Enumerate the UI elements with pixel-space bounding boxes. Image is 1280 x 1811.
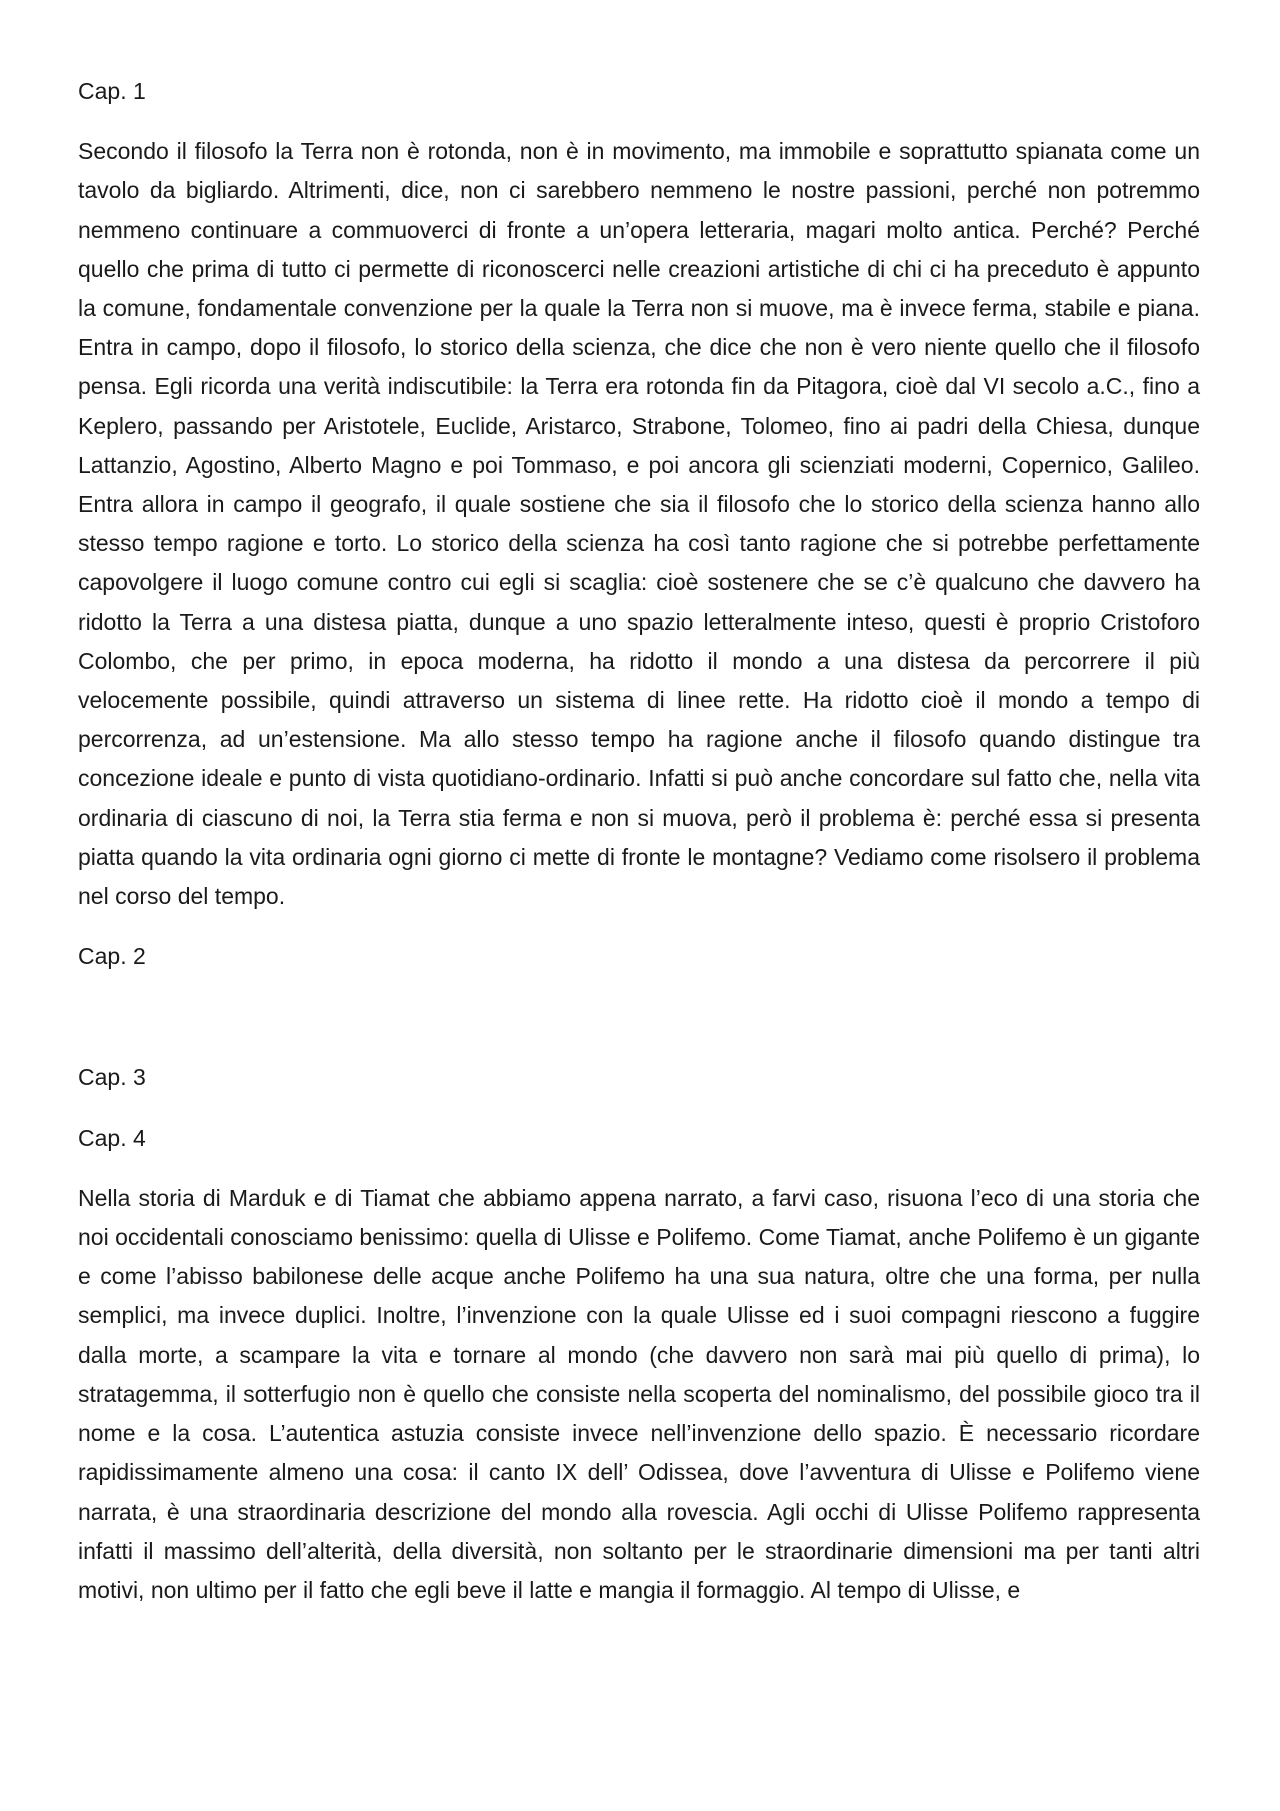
chapter-4-heading: Cap. 4 bbox=[78, 1124, 146, 1151]
chapter-4-paragraph: Nella storia di Marduk e di Tiamat che abbiamo appena narrato, a farvi caso, risuona l’eco di una storia che noi occidentali conosciamo benissimo: quella di Ulisse e Polifemo. Come Tiamat, anche Polifemo è un gigante e come l’abisso babilonese delle acque anche Polifemo ha una sua natura, oltre che una forma, per nulla semplici, ma invece duplici. Inoltre, l’invenzione con la quale Ulisse ed i suoi compagni riescono a fuggire dalla morte, a scampare la vita e tornare al mondo (che davvero non sarà mai più quello di prima), lo stratagemma, il sotterfugio non è quello che consiste nella scoperta del nominalismo, del possibile gioco tra il nome e la cosa. L’autentica astuzia consiste invece nell’invenzione dello spazio. È necessario ricordare rapidissimamente almeno una cosa: il canto IX dell’ Odissea, dove l’avventura di Ulisse e Polifemo viene narrata, è una straordinaria descrizione del mondo alla rovescia. Agli occhi di Ulisse Polifemo rappresenta infatti il massimo dell’alterità, della diversità, non soltanto per le straordinarie dimensioni ma per tanti altri motivi, non ultimo per il fatto che egli beve il latte e mangia il formaggio. Al tempo di Ulisse, e bbox=[78, 1184, 1200, 1603]
spacer bbox=[78, 1158, 1200, 1179]
spacer bbox=[78, 111, 1200, 132]
spacer bbox=[78, 916, 1200, 937]
spacer bbox=[78, 1098, 1200, 1119]
chapter-2-heading: Cap. 2 bbox=[78, 943, 146, 970]
chapter-1-paragraph: Secondo il filosofo la Terra non è rotonda, non è in movimento, ma immobile e soprattutto spianata come un tavolo da bigliardo. Altrimenti, dice, non ci sarebbero nemmeno le nostre passioni, perché non potremmo nemmeno continuare a commuoverci di fronte a un’opera letteraria, magari molto antica. Perché? Perché quello che prima di tutto ci permette di riconoscerci nelle creazioni artistiche di chi ci ha preceduto è appunto la comune, fondamentale convenzione per la quale la Terra non si muove, ma è invece ferma, stabile e piana. Entra in campo, dopo il filosofo, lo storico della scienza, che dice che non è vero niente quello che il filosofo pensa. Egli ricorda una verità indiscutibile: la Terra era rotonda fin da Pitagora, cioè dal VI secolo a.C., fino a Keplero, passando per Aristotele, Euclide, Aristarco, Strabone, Tolomeo, fino ai padri della Chiesa, dunque Lattanzio, Agostino, Alberto Magno e poi Tommaso, e poi ancora gli scienziati moderni, Copernico, Galileo. Entra allora in campo il geografo, il quale sostiene che sia il filosofo che lo storico della scienza hanno allo stesso tempo ragione e torto. Lo storico della scienza ha così tanto ragione che si potrebbe perfettamente capovolgere il luogo comune contro cui egli si scaglia: cioè sostenere che se c’è qualcuno che davvero ha ridotto la Terra a una distesa piatta, dunque a uno spazio letteralmente inteso, questi è proprio Cristoforo Colombo, che per primo, in epoca moderna, ha ridotto il mondo a una distesa da percorrere il più velocemente possibile, quindi attraverso un sistema di linee rette. Ha ridotto cioè il mondo a tempo di percorrenza, ad un’estensione. Ma allo stesso tempo ha ragione anche il filosofo quando distingue tra concezione ideale e punto di vista quotidiano-ordinario. Infatti si può anche concordare sul fatto che, nella vita ordinaria di ciascuno di noi, la Terra stia ferma e non si muova, però il problema è: perché essa si presenta piatta quando la vita ordinaria ogni giorno ci mette di fronte le montagne? Vediamo come risolsero il problema nel corso del tempo. bbox=[78, 138, 1200, 910]
chapter-3-heading: Cap. 3 bbox=[78, 1064, 146, 1091]
document-page bbox=[78, 72, 1200, 1610]
chapter-1-heading: Cap. 1 bbox=[78, 78, 146, 104]
spacer bbox=[78, 976, 1200, 1058]
